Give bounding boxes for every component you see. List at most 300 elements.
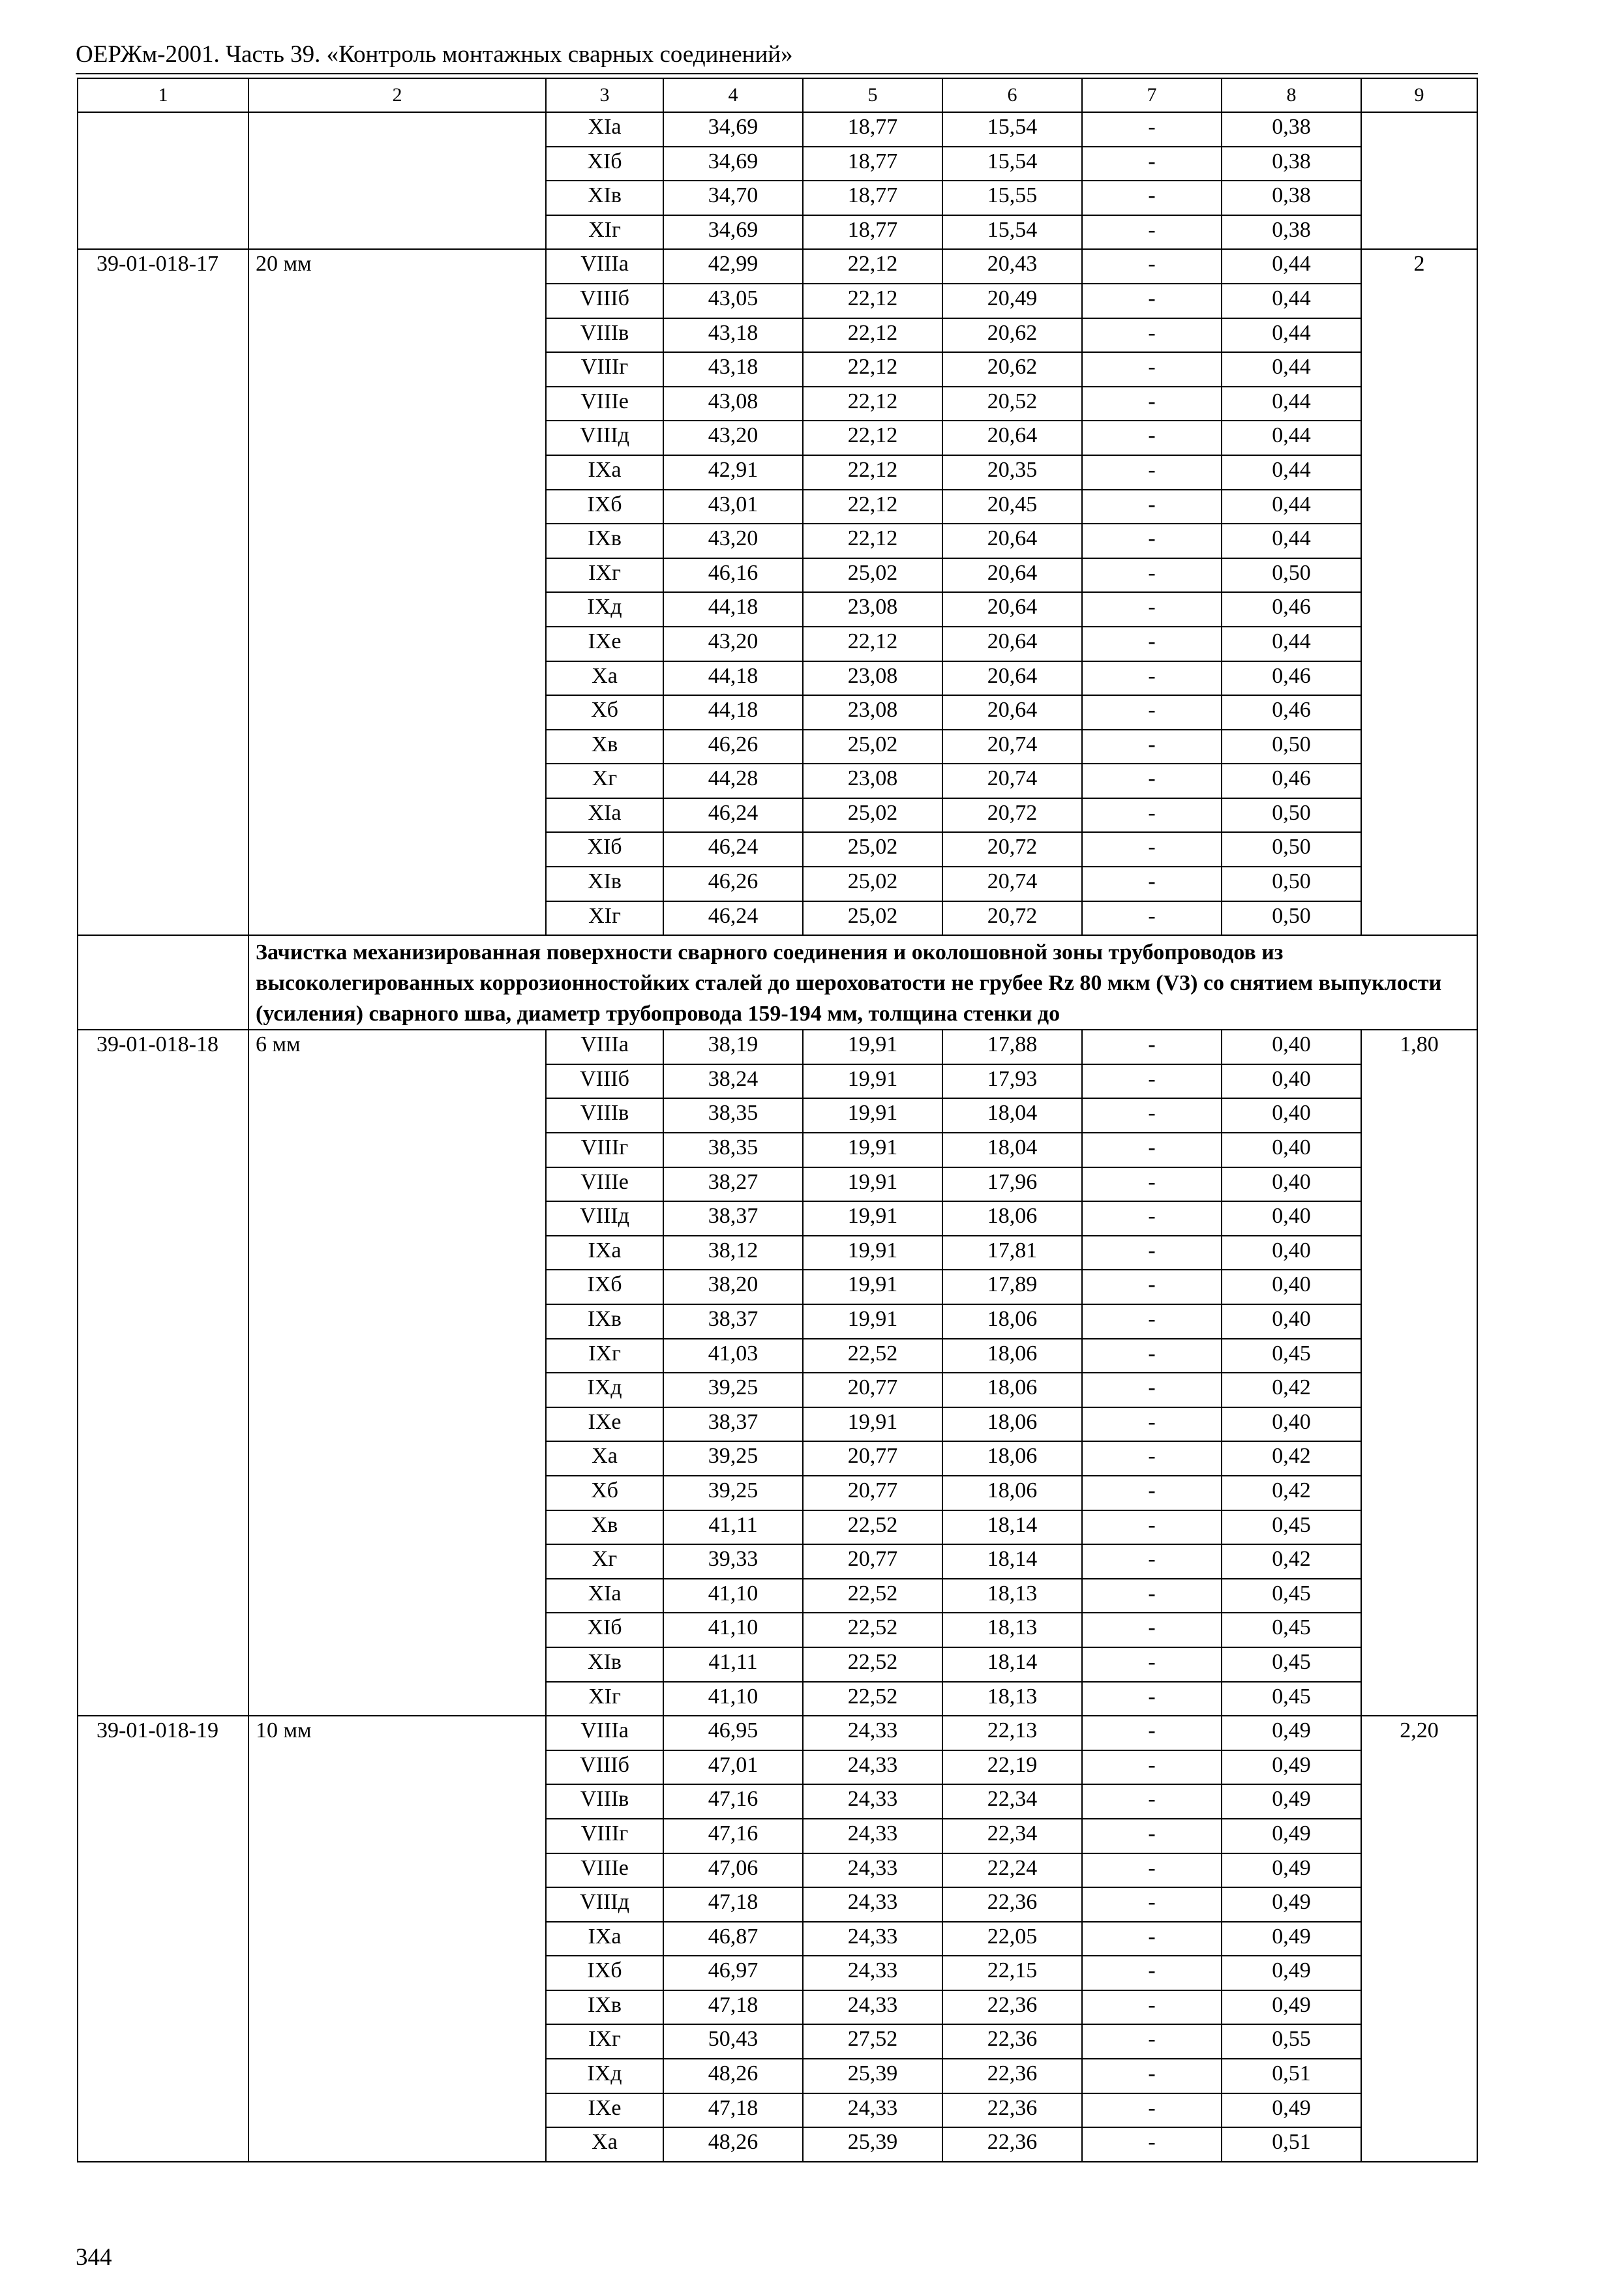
materials-cell: 0,38 [1222,215,1361,250]
labor-cost-cell: 22,12 [803,249,942,284]
labor-cost-cell: 19,91 [803,1064,942,1099]
driver-wage-cell: - [1082,901,1222,936]
materials-cell: 0,40 [1222,1030,1361,1064]
zone-cell: XIг [546,1682,663,1716]
labor-cost-cell: 19,91 [803,1236,942,1270]
machine-cost-cell: 22,36 [942,1990,1082,2025]
zone-cell: XIг [546,901,663,936]
labor-norm-cell: 1,80 [1361,1030,1477,1716]
driver-wage-cell: - [1082,1613,1222,1647]
zone-cell: XIв [546,181,663,215]
labor-cost-cell: 19,91 [803,1098,942,1133]
machine-cost-cell: 18,06 [942,1304,1082,1339]
total-cost-cell: 46,87 [663,1922,803,1956]
materials-cell: 0,50 [1222,730,1361,764]
total-cost-cell: 44,18 [663,695,803,730]
labor-cost-cell: 22,52 [803,1613,942,1647]
driver-wage-cell: - [1082,867,1222,901]
total-cost-cell: 48,26 [663,2127,803,2162]
driver-wage-cell: - [1082,318,1222,353]
total-cost-cell: 34,69 [663,215,803,250]
machine-cost-cell: 20,74 [942,730,1082,764]
materials-cell: 0,46 [1222,695,1361,730]
zone-cell: XIг [546,215,663,250]
driver-wage-cell: - [1082,1544,1222,1579]
labor-cost-cell: 22,52 [803,1682,942,1716]
labor-cost-cell: 25,39 [803,2127,942,2162]
page-header-title: ОЕРЖм-2001. Часть 39. «Контроль монтажных сварных соединений» [76,41,793,68]
machine-cost-cell: 17,88 [942,1030,1082,1064]
labor-cost-cell: 22,12 [803,387,942,421]
total-cost-cell: 34,69 [663,112,803,147]
labor-cost-cell: 27,52 [803,2024,942,2059]
zone-cell: Xа [546,2127,663,2162]
zone-cell: IXд [546,2059,663,2093]
total-cost-cell: 34,69 [663,147,803,181]
labor-cost-cell: 20,77 [803,1544,942,1579]
materials-cell: 0,44 [1222,387,1361,421]
driver-wage-cell: - [1082,181,1222,215]
zone-cell: XIа [546,798,663,833]
machine-cost-cell: 17,96 [942,1167,1082,1202]
driver-wage-cell: - [1082,2024,1222,2059]
materials-cell: 0,38 [1222,147,1361,181]
rate-code-cell: 39-01-018-17 [78,249,248,935]
materials-cell: 0,46 [1222,661,1361,696]
driver-wage-cell: - [1082,352,1222,387]
machine-cost-cell: 20,64 [942,695,1082,730]
zone-cell: Xг [546,764,663,798]
driver-wage-cell: - [1082,1784,1222,1819]
zone-cell: IXд [546,1373,663,1407]
labor-cost-cell: 23,08 [803,661,942,696]
zone-cell: VIIIв [546,1784,663,1819]
machine-cost-cell: 15,54 [942,112,1082,147]
zone-cell: IXв [546,524,663,558]
total-cost-cell: 47,18 [663,2093,803,2128]
labor-cost-cell: 20,77 [803,1476,942,1510]
zone-cell: IXв [546,1990,663,2025]
materials-cell: 0,51 [1222,2059,1361,2093]
column-number: 6 [942,78,1082,112]
driver-wage-cell: - [1082,1373,1222,1407]
labor-cost-cell: 22,12 [803,284,942,318]
driver-wage-cell: - [1082,695,1222,730]
labor-norm-cell: 2 [1361,249,1477,935]
zone-cell: IXа [546,455,663,490]
labor-cost-cell: 19,91 [803,1270,942,1304]
labor-norm-cell [1361,112,1477,249]
labor-cost-cell: 19,91 [803,1030,942,1064]
driver-wage-cell: - [1082,1407,1222,1442]
wall-thickness-cell: 6 мм [248,1030,546,1716]
total-cost-cell: 46,26 [663,867,803,901]
materials-cell: 0,50 [1222,867,1361,901]
labor-cost-cell: 24,33 [803,2093,942,2128]
driver-wage-cell: - [1082,1133,1222,1167]
machine-cost-cell: 22,36 [942,2093,1082,2128]
materials-cell: 0,38 [1222,112,1361,147]
machine-cost-cell: 22,36 [942,1887,1082,1922]
materials-cell: 0,49 [1222,1716,1361,1750]
materials-cell: 0,55 [1222,2024,1361,2059]
labor-cost-cell: 20,77 [803,1373,942,1407]
total-cost-cell: 47,16 [663,1784,803,1819]
labor-cost-cell: 25,02 [803,832,942,867]
machine-cost-cell: 17,81 [942,1236,1082,1270]
labor-cost-cell: 22,52 [803,1647,942,1682]
labor-cost-cell: 23,08 [803,764,942,798]
zone-cell: VIIIе [546,1167,663,1202]
zone-cell: VIIIд [546,1887,663,1922]
total-cost-cell: 43,20 [663,421,803,455]
machine-cost-cell: 20,74 [942,764,1082,798]
materials-cell: 0,44 [1222,627,1361,661]
driver-wage-cell: - [1082,730,1222,764]
zone-cell: VIIIг [546,352,663,387]
driver-wage-cell: - [1082,558,1222,593]
materials-cell: 0,40 [1222,1304,1361,1339]
labor-cost-cell: 24,33 [803,1716,942,1750]
total-cost-cell: 38,35 [663,1098,803,1133]
zone-cell: VIIIд [546,421,663,455]
labor-norm-cell: 2,20 [1361,1716,1477,2162]
rate-code-cell: 39-01-018-19 [78,1716,248,2162]
total-cost-cell: 34,70 [663,181,803,215]
materials-cell: 0,49 [1222,1784,1361,1819]
zone-cell: VIIIг [546,1133,663,1167]
driver-wage-cell: - [1082,1853,1222,1888]
materials-cell: 0,40 [1222,1407,1361,1442]
zone-cell: VIIIб [546,1064,663,1099]
machine-cost-cell: 20,35 [942,455,1082,490]
materials-cell: 0,42 [1222,1441,1361,1476]
zone-cell: XIб [546,147,663,181]
labor-cost-cell: 24,33 [803,1750,942,1785]
total-cost-cell: 38,12 [663,1236,803,1270]
driver-wage-cell: - [1082,2127,1222,2162]
materials-cell: 0,50 [1222,832,1361,867]
labor-cost-cell: 19,91 [803,1133,942,1167]
driver-wage-cell: - [1082,1339,1222,1373]
driver-wage-cell: - [1082,249,1222,284]
zone-cell: VIIIе [546,1853,663,1888]
total-cost-cell: 42,91 [663,455,803,490]
driver-wage-cell: - [1082,524,1222,558]
column-number: 4 [663,78,803,112]
materials-cell: 0,40 [1222,1064,1361,1099]
labor-cost-cell: 22,12 [803,455,942,490]
zone-cell: VIIIв [546,1098,663,1133]
materials-cell: 0,42 [1222,1373,1361,1407]
total-cost-cell: 39,33 [663,1544,803,1579]
total-cost-cell: 44,18 [663,661,803,696]
driver-wage-cell: - [1082,1579,1222,1613]
zone-cell: IXг [546,1339,663,1373]
materials-cell: 0,44 [1222,318,1361,353]
machine-cost-cell: 22,15 [942,1956,1082,1990]
total-cost-cell: 38,37 [663,1407,803,1442]
total-cost-cell: 43,20 [663,627,803,661]
labor-cost-cell: 22,12 [803,421,942,455]
labor-cost-cell: 24,33 [803,1853,942,1888]
zone-cell: IXе [546,2093,663,2128]
machine-cost-cell: 18,04 [942,1098,1082,1133]
zone-cell: XIв [546,867,663,901]
machine-cost-cell: 20,72 [942,832,1082,867]
zone-cell: IXд [546,592,663,627]
zone-cell: XIа [546,112,663,147]
driver-wage-cell: - [1082,1098,1222,1133]
machine-cost-cell: 18,06 [942,1476,1082,1510]
section-heading-row [78,935,1477,1030]
table-row [78,112,1477,147]
labor-cost-cell: 19,91 [803,1201,942,1236]
machine-cost-cell: 18,13 [942,1682,1082,1716]
machine-cost-cell: 17,89 [942,1270,1082,1304]
total-cost-cell: 50,43 [663,2024,803,2059]
total-cost-cell: 43,18 [663,318,803,353]
driver-wage-cell: - [1082,1682,1222,1716]
driver-wage-cell: - [1082,661,1222,696]
materials-cell: 0,49 [1222,1956,1361,1990]
materials-cell: 0,40 [1222,1133,1361,1167]
total-cost-cell: 46,26 [663,730,803,764]
driver-wage-cell: - [1082,284,1222,318]
labor-cost-cell: 18,77 [803,215,942,250]
machine-cost-cell: 18,04 [942,1133,1082,1167]
labor-cost-cell: 22,12 [803,627,942,661]
zone-cell: VIIIа [546,249,663,284]
total-cost-cell: 47,01 [663,1750,803,1785]
column-number: 1 [78,78,248,112]
labor-cost-cell: 19,91 [803,1167,942,1202]
materials-cell: 0,45 [1222,1510,1361,1545]
machine-cost-cell: 18,14 [942,1510,1082,1545]
table-body [78,78,1477,2162]
labor-cost-cell: 24,33 [803,1990,942,2025]
machine-cost-cell: 18,06 [942,1373,1082,1407]
total-cost-cell: 41,11 [663,1510,803,1545]
machine-cost-cell: 20,62 [942,352,1082,387]
total-cost-cell: 42,99 [663,249,803,284]
wall-thickness-cell [248,112,546,249]
labor-cost-cell: 22,52 [803,1579,942,1613]
materials-cell: 0,45 [1222,1682,1361,1716]
zone-cell: IXе [546,1407,663,1442]
driver-wage-cell: - [1082,112,1222,147]
total-cost-cell: 47,18 [663,1990,803,2025]
machine-cost-cell: 17,93 [942,1064,1082,1099]
zone-cell: IXе [546,627,663,661]
total-cost-cell: 43,01 [663,490,803,524]
machine-cost-cell: 15,54 [942,147,1082,181]
zone-cell: VIIIа [546,1716,663,1750]
price-table [77,78,1478,2162]
labor-cost-cell: 22,12 [803,318,942,353]
machine-cost-cell: 18,06 [942,1441,1082,1476]
materials-cell: 0,40 [1222,1270,1361,1304]
labor-cost-cell: 25,02 [803,867,942,901]
machine-cost-cell: 18,06 [942,1407,1082,1442]
total-cost-cell: 44,28 [663,764,803,798]
total-cost-cell: 41,03 [663,1339,803,1373]
total-cost-cell: 47,18 [663,1887,803,1922]
materials-cell: 0,50 [1222,558,1361,593]
materials-cell: 0,49 [1222,2093,1361,2128]
section-heading: Зачистка механизированная поверхности сварного соединения и околошовной зоны трубопроводов из высоколегированных коррозионностойких сталей до шероховатости не грубее Rz 80 мкм (V3) со снятием выпуклости (усиления) сварного шва, диаметр трубопровода 159-194 мм, толщина стенки до [248,935,1477,1030]
labor-cost-cell: 25,02 [803,730,942,764]
rate-code-cell [78,112,248,249]
materials-cell: 0,45 [1222,1579,1361,1613]
machine-cost-cell: 22,24 [942,1853,1082,1888]
total-cost-cell: 39,25 [663,1476,803,1510]
total-cost-cell: 43,05 [663,284,803,318]
labor-cost-cell: 22,12 [803,490,942,524]
labor-cost-cell: 19,91 [803,1304,942,1339]
materials-cell: 0,40 [1222,1201,1361,1236]
machine-cost-cell: 18,14 [942,1544,1082,1579]
driver-wage-cell: - [1082,1647,1222,1682]
table-row [78,249,1477,284]
driver-wage-cell: - [1082,798,1222,833]
materials-cell: 0,49 [1222,1853,1361,1888]
materials-cell: 0,49 [1222,1887,1361,1922]
total-cost-cell: 43,08 [663,387,803,421]
labor-cost-cell: 23,08 [803,592,942,627]
driver-wage-cell: - [1082,1956,1222,1990]
machine-cost-cell: 15,54 [942,215,1082,250]
labor-cost-cell: 24,33 [803,1887,942,1922]
machine-cost-cell: 22,19 [942,1750,1082,1785]
machine-cost-cell: 22,36 [942,2127,1082,2162]
total-cost-cell: 38,37 [663,1201,803,1236]
zone-cell: IXб [546,490,663,524]
total-cost-cell: 41,10 [663,1613,803,1647]
zone-cell: XIв [546,1647,663,1682]
labor-cost-cell: 22,12 [803,524,942,558]
driver-wage-cell: - [1082,1819,1222,1853]
driver-wage-cell: - [1082,1716,1222,1750]
machine-cost-cell: 20,43 [942,249,1082,284]
machine-cost-cell: 20,49 [942,284,1082,318]
total-cost-cell: 46,24 [663,901,803,936]
column-number: 7 [1082,78,1222,112]
machine-cost-cell: 22,34 [942,1819,1082,1853]
driver-wage-cell: - [1082,1750,1222,1785]
total-cost-cell: 39,25 [663,1441,803,1476]
zone-cell: Xа [546,1441,663,1476]
driver-wage-cell: - [1082,627,1222,661]
machine-cost-cell: 22,36 [942,2059,1082,2093]
machine-cost-cell: 22,13 [942,1716,1082,1750]
column-number: 5 [803,78,942,112]
materials-cell: 0,49 [1222,1922,1361,1956]
total-cost-cell: 38,27 [663,1167,803,1202]
driver-wage-cell: - [1082,2059,1222,2093]
machine-cost-cell: 18,06 [942,1339,1082,1373]
driver-wage-cell: - [1082,1990,1222,2025]
zone-cell: XIа [546,1579,663,1613]
machine-cost-cell: 18,13 [942,1579,1082,1613]
zone-cell: VIIIе [546,387,663,421]
materials-cell: 0,44 [1222,249,1361,284]
column-number: 2 [248,78,546,112]
total-cost-cell: 46,95 [663,1716,803,1750]
labor-cost-cell: 25,02 [803,798,942,833]
machine-cost-cell: 22,36 [942,2024,1082,2059]
machine-cost-cell: 20,64 [942,524,1082,558]
zone-cell: XIб [546,832,663,867]
total-cost-cell: 43,18 [663,352,803,387]
materials-cell: 0,46 [1222,764,1361,798]
total-cost-cell: 46,97 [663,1956,803,1990]
materials-cell: 0,50 [1222,798,1361,833]
driver-wage-cell: - [1082,1030,1222,1064]
materials-cell: 0,40 [1222,1098,1361,1133]
materials-cell: 0,44 [1222,284,1361,318]
machine-cost-cell: 15,55 [942,181,1082,215]
driver-wage-cell: - [1082,1922,1222,1956]
driver-wage-cell: - [1082,832,1222,867]
driver-wage-cell: - [1082,1201,1222,1236]
zone-cell: IXб [546,1270,663,1304]
materials-cell: 0,44 [1222,421,1361,455]
column-number-row [78,78,1477,112]
labor-cost-cell: 25,39 [803,2059,942,2093]
materials-cell: 0,46 [1222,592,1361,627]
labor-cost-cell: 18,77 [803,147,942,181]
zone-cell: Xв [546,1510,663,1545]
materials-cell: 0,44 [1222,352,1361,387]
driver-wage-cell: - [1082,490,1222,524]
rate-code-cell: 39-01-018-18 [78,1030,248,1716]
materials-cell: 0,44 [1222,524,1361,558]
machine-cost-cell: 20,45 [942,490,1082,524]
driver-wage-cell: - [1082,1887,1222,1922]
total-cost-cell: 44,18 [663,592,803,627]
driver-wage-cell: - [1082,2093,1222,2128]
zone-cell: VIIIб [546,284,663,318]
labor-cost-cell: 22,52 [803,1339,942,1373]
materials-cell: 0,44 [1222,490,1361,524]
materials-cell: 0,38 [1222,181,1361,215]
total-cost-cell: 48,26 [663,2059,803,2093]
driver-wage-cell: - [1082,1064,1222,1099]
driver-wage-cell: - [1082,1270,1222,1304]
labor-cost-cell: 18,77 [803,181,942,215]
total-cost-cell: 47,06 [663,1853,803,1888]
machine-cost-cell: 20,74 [942,867,1082,901]
zone-cell: IXб [546,1956,663,1990]
zone-cell: VIIIг [546,1819,663,1853]
driver-wage-cell: - [1082,764,1222,798]
total-cost-cell: 38,20 [663,1270,803,1304]
materials-cell: 0,40 [1222,1167,1361,1202]
total-cost-cell: 46,24 [663,832,803,867]
total-cost-cell: 46,16 [663,558,803,593]
machine-cost-cell: 20,64 [942,661,1082,696]
wall-thickness-cell: 20 мм [248,249,546,935]
materials-cell: 0,44 [1222,455,1361,490]
labor-cost-cell: 24,33 [803,1784,942,1819]
zone-cell: IXа [546,1922,663,1956]
driver-wage-cell: - [1082,455,1222,490]
labor-cost-cell: 25,02 [803,558,942,593]
materials-cell: 0,42 [1222,1476,1361,1510]
total-cost-cell: 47,16 [663,1819,803,1853]
zone-cell: VIIIб [546,1750,663,1785]
